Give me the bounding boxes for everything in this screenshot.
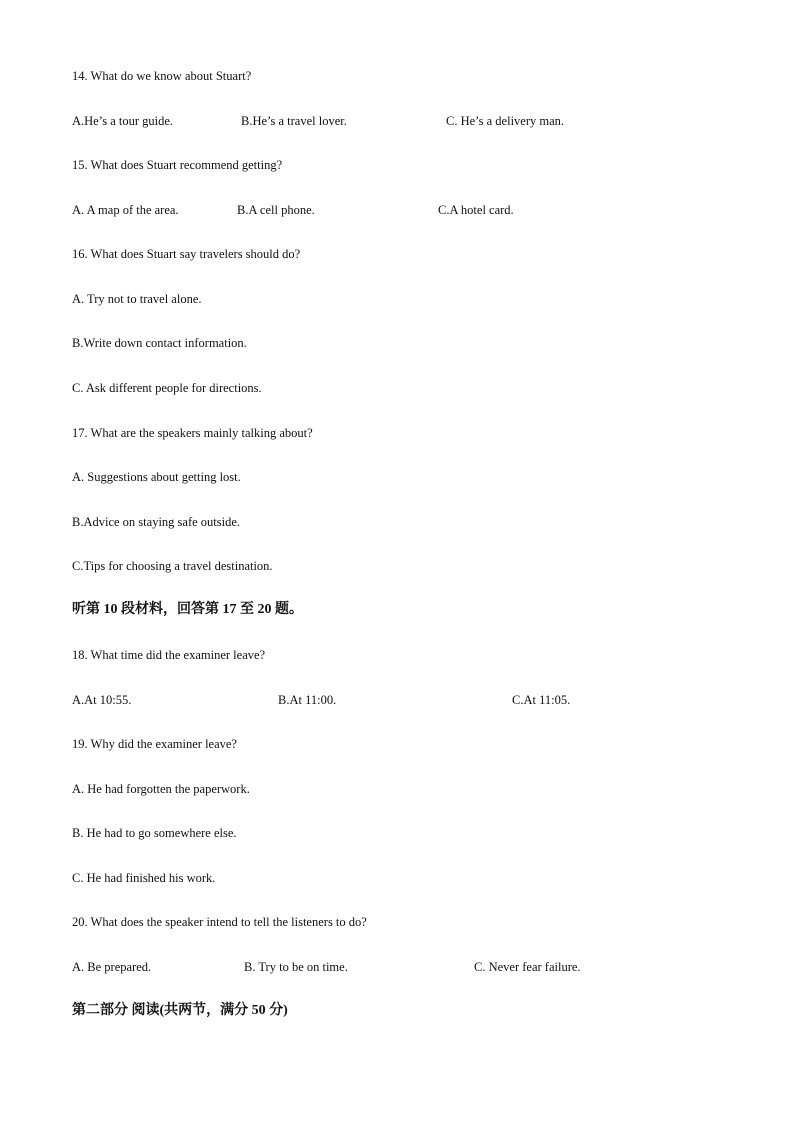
question-18: 18. What time did the examiner leave? [72, 648, 266, 662]
option-a: A.He’s a tour guide. [72, 114, 174, 128]
option-b: B. Try to be on time. [244, 960, 348, 974]
question-19-option-b: B. He had to go somewhere else. [72, 826, 237, 840]
option-a: A. A map of the area. [72, 203, 179, 217]
option-b: B.He’s a travel lover. [241, 114, 347, 128]
question-17: 17. What are the speakers mainly talking about? [72, 426, 313, 440]
option-c: C.A hotel card. [438, 203, 514, 217]
option-c: C. Never fear failure. [474, 960, 581, 974]
question-16: 16. What does Stuart say travelers should do? [72, 247, 301, 261]
option-a: A. Be prepared. [72, 960, 152, 974]
question-20: 20. What does the speaker intend to tell the listeners to do? [72, 915, 367, 929]
section-10-heading: 听第 10 段材料，回答第 17 至 20 题。 [72, 602, 303, 617]
option-b: B.At 11:00. [278, 693, 337, 707]
question-17-option-a: A. Suggestions about getting lost. [72, 470, 241, 484]
option-c: C.At 11:05. [512, 693, 571, 707]
question-14: 14. What do we know about Stuart? [72, 69, 252, 83]
question-17-option-c: C.Tips for choosing a travel destination. [72, 559, 273, 573]
question-19-option-c: C. He had finished his work. [72, 871, 216, 885]
question-19-option-a: A. He had forgotten the paperwork. [72, 782, 250, 796]
option-c: C. He’s a delivery man. [446, 114, 565, 128]
option-a: A.At 10:55. [72, 693, 132, 707]
question-19: 19. Why did the examiner leave? [72, 737, 237, 751]
part-2-heading: 第二部分 阅读(共两节，满分 50 分) [72, 1003, 288, 1018]
question-17-option-b: B.Advice on staying safe outside. [72, 515, 241, 529]
option-b: B.A cell phone. [237, 203, 315, 217]
question-16-option-a: A. Try not to travel alone. [72, 292, 202, 306]
question-15: 15. What does Stuart recommend getting? [72, 158, 283, 172]
question-16-option-c: C. Ask different people for directions. [72, 381, 262, 395]
question-16-option-b: B.Write down contact information. [72, 336, 247, 350]
